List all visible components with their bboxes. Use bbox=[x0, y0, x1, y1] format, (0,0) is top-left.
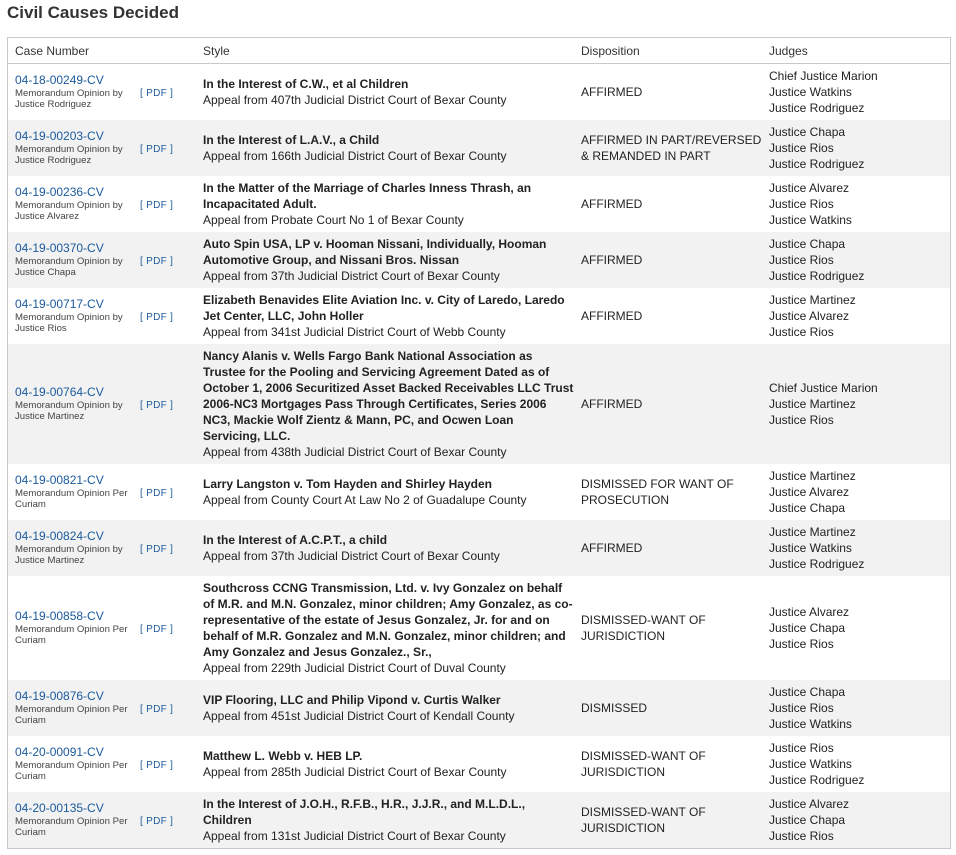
case-appeal-from: Appeal from 229th Judicial District Court of Duval County bbox=[203, 660, 506, 675]
judge-name: Justice Chapa bbox=[769, 500, 846, 515]
judge-name: Justice Rios bbox=[769, 740, 834, 755]
disposition: AFFIRMED bbox=[574, 344, 762, 464]
case-number-link[interactable]: 04-19-00203-CV bbox=[15, 129, 104, 143]
judge-name: Justice Alvarez bbox=[769, 308, 850, 323]
judge-name: Justice Martinez bbox=[769, 396, 856, 411]
disposition: AFFIRMED bbox=[574, 176, 762, 232]
opinion-author: Memorandum Opinion by Justice Martinez bbox=[15, 544, 123, 566]
judges-cell bbox=[762, 520, 950, 576]
judges-cell bbox=[762, 64, 950, 120]
column-header-pdf bbox=[140, 38, 196, 64]
judge-name: Justice Chapa bbox=[769, 684, 846, 699]
opinion-author: Memorandum Opinion Per Curiam bbox=[15, 704, 128, 726]
table-row bbox=[8, 64, 950, 120]
case-style-title: In the Matter of the Marriage of Charles Inness Thrash, an Incapacitated Adult. bbox=[203, 180, 532, 211]
table-row bbox=[8, 736, 950, 792]
judge-name: Justice Chapa bbox=[769, 620, 846, 635]
case-cell bbox=[8, 576, 140, 680]
pdf-cell bbox=[140, 576, 196, 680]
style-cell bbox=[196, 680, 574, 736]
judge-name: Justice Watkins bbox=[769, 756, 852, 771]
style-cell bbox=[196, 176, 574, 232]
table-row bbox=[8, 288, 950, 344]
judge-name: Justice Alvarez bbox=[769, 796, 850, 811]
table-row bbox=[8, 520, 950, 576]
judges-cell bbox=[762, 736, 950, 792]
case-appeal-from: Appeal from 285th Judicial District Court of Bexar County bbox=[203, 764, 507, 779]
judge-name: Justice Rios bbox=[769, 196, 834, 211]
case-appeal-from: Appeal from 438th Judicial District Court of Bexar County bbox=[203, 444, 507, 459]
judge-name: Justice Rodriguez bbox=[769, 268, 865, 283]
pdf-cell bbox=[140, 120, 196, 176]
case-appeal-from: Appeal from Probate Court No 1 of Bexar County bbox=[203, 212, 464, 227]
page-title: Civil Causes Decided bbox=[7, 3, 179, 22]
opinion-author: Memorandum Opinion Per Curiam bbox=[15, 488, 128, 510]
judge-name: Justice Rodriguez bbox=[769, 556, 865, 571]
case-cell bbox=[8, 520, 140, 576]
judge-name: Justice Watkins bbox=[769, 540, 852, 555]
pdf-cell bbox=[140, 680, 196, 736]
judges-cell bbox=[762, 680, 950, 736]
case-style-title: Nancy Alanis v. Wells Fargo Bank National Association as Trustee for the Pooling and Servicing Agreement Dated as of October 1, 2006 Securitized Asset Backed Receivables LLC Trust 2006-NC3 Mortgages Pass Through Certificates, Series 2006 NC3, Mackie Wolf Zientz & Mann, PC, and Ocwen Loan Servicing, LLC. bbox=[203, 348, 574, 443]
judge-name: Justice Rios bbox=[769, 252, 834, 267]
pdf-link[interactable]: [ PDF ] bbox=[140, 143, 174, 155]
opinion-author: Memorandum Opinion by Justice Rodriguez bbox=[15, 144, 123, 166]
pdf-cell bbox=[140, 176, 196, 232]
judge-name: Justice Chapa bbox=[769, 236, 846, 251]
judge-name: Justice Rios bbox=[769, 324, 834, 339]
pdf-cell bbox=[140, 288, 196, 344]
judge-name: Justice Rios bbox=[769, 140, 834, 155]
judges-cell bbox=[762, 176, 950, 232]
disposition: AFFIRMED bbox=[574, 288, 762, 344]
judge-name: Justice Chapa bbox=[769, 124, 846, 139]
judge-name: Justice Chapa bbox=[769, 812, 846, 827]
opinion-author: Memorandum Opinion by Justice Alvarez bbox=[15, 200, 123, 222]
case-appeal-from: Appeal from 37th Judicial District Court of Bexar County bbox=[203, 268, 500, 283]
disposition: AFFIRMED bbox=[574, 520, 762, 576]
case-appeal-from: Appeal from 166th Judicial District Court of Bexar County bbox=[203, 148, 507, 163]
case-style-title: Southcross CCNG Transmission, Ltd. v. Ivy Gonzalez on behalf of M.R. and M.N. Gonzalez, minor children; Amy Gonzalez, as co-representative of the estate of Jesus Gonzalez, Jr. for and on behalf of M.R. Gonzalez and M.N. Gonzalez, minor children; and Amy Gonzalez and Jesus Gonzalez., Sr., bbox=[203, 580, 573, 659]
style-cell bbox=[196, 792, 574, 848]
case-cell bbox=[8, 176, 140, 232]
table-row bbox=[8, 232, 950, 288]
table-row bbox=[8, 120, 950, 176]
judge-name: Justice Rios bbox=[769, 700, 834, 715]
case-cell bbox=[8, 736, 140, 792]
pdf-link[interactable]: [ PDF ] bbox=[140, 399, 174, 411]
column-header-style: Style bbox=[196, 38, 574, 64]
case-number-link[interactable]: 04-19-00764-CV bbox=[15, 385, 104, 399]
judge-name: Justice Alvarez bbox=[769, 604, 850, 619]
case-style-title: In the Interest of A.C.P.T., a child bbox=[203, 532, 388, 547]
column-header-disposition: Disposition bbox=[574, 38, 762, 64]
table-header-row bbox=[8, 38, 950, 64]
column-header-case-number: Case Number bbox=[8, 38, 140, 64]
judge-name: Justice Rios bbox=[769, 636, 834, 651]
pdf-link[interactable]: [ PDF ] bbox=[140, 199, 174, 211]
pdf-link[interactable]: [ PDF ] bbox=[140, 487, 174, 499]
civil-causes-table bbox=[7, 37, 951, 849]
pdf-cell bbox=[140, 464, 196, 520]
judges-cell bbox=[762, 232, 950, 288]
pdf-link[interactable]: [ PDF ] bbox=[140, 543, 174, 555]
pdf-cell bbox=[140, 792, 196, 848]
disposition: AFFIRMED bbox=[574, 64, 762, 120]
style-cell bbox=[196, 64, 574, 120]
judge-name: Justice Alvarez bbox=[769, 484, 850, 499]
style-cell bbox=[196, 120, 574, 176]
style-cell bbox=[196, 576, 574, 680]
style-cell bbox=[196, 464, 574, 520]
opinion-author: Memorandum Opinion by Justice Rodriguez bbox=[15, 88, 123, 111]
case-cell bbox=[8, 64, 140, 120]
case-number-link[interactable]: 04-19-00858-CV bbox=[15, 609, 104, 623]
disposition: DISMISSED-WANT OF JURISDICTION bbox=[574, 736, 762, 792]
case-appeal-from: Appeal from 451st Judicial District Court of Kendall County bbox=[203, 708, 515, 723]
pdf-cell bbox=[140, 232, 196, 288]
judges-cell bbox=[762, 792, 950, 848]
case-number-link[interactable]: 04-19-00717-CV bbox=[15, 297, 104, 311]
judge-name: Justice Watkins bbox=[769, 84, 852, 99]
judges-cell bbox=[762, 344, 950, 464]
disposition: DISMISSED-WANT OF JURISDICTION bbox=[574, 576, 762, 680]
disposition: DISMISSED-WANT OF JURISDICTION bbox=[574, 792, 762, 848]
case-cell bbox=[8, 232, 140, 288]
judge-name: Chief Justice Marion bbox=[769, 68, 878, 83]
table-row bbox=[8, 792, 950, 848]
case-number-link[interactable]: 04-19-00821-CV bbox=[15, 473, 104, 487]
style-cell bbox=[196, 344, 574, 464]
style-cell bbox=[196, 232, 574, 288]
case-cell bbox=[8, 344, 140, 464]
opinion-author: Memorandum Opinion Per Curiam bbox=[15, 816, 128, 838]
case-appeal-from: Appeal from 407th Judicial District Court of Bexar County bbox=[203, 92, 507, 107]
table-row bbox=[8, 576, 950, 680]
case-number-link[interactable]: 04-19-00876-CV bbox=[15, 689, 104, 703]
judge-name: Justice Alvarez bbox=[769, 180, 850, 195]
pdf-cell bbox=[140, 344, 196, 464]
table-row bbox=[8, 464, 950, 520]
opinion-author: Memorandum Opinion Per Curiam bbox=[15, 760, 128, 782]
pdf-cell bbox=[140, 64, 196, 120]
case-number-link[interactable]: 04-20-00091-CV bbox=[15, 745, 104, 759]
pdf-cell bbox=[140, 736, 196, 792]
table-row bbox=[8, 680, 950, 736]
case-style-title: Matthew L. Webb v. HEB LP. bbox=[203, 748, 363, 763]
judge-name: Chief Justice Marion bbox=[769, 380, 878, 395]
judge-name: Justice Martinez bbox=[769, 468, 856, 483]
case-number-link[interactable]: 04-20-00135-CV bbox=[15, 801, 104, 815]
table-row bbox=[8, 344, 950, 464]
pdf-link[interactable]: [ PDF ] bbox=[140, 87, 174, 99]
case-style-title: In the Interest of J.O.H., R.F.B., H.R., J.J.R., and M.L.D.L., Children bbox=[203, 796, 526, 827]
pdf-link[interactable]: [ PDF ] bbox=[140, 255, 174, 267]
case-style-title: In the Interest of C.W., et al Children bbox=[203, 76, 409, 91]
disposition: AFFIRMED bbox=[574, 232, 762, 288]
case-cell bbox=[8, 288, 140, 344]
judges-cell bbox=[762, 288, 950, 344]
case-style-title: In the Interest of L.A.V., a Child bbox=[203, 132, 380, 147]
case-appeal-from: Appeal from County Court At Law No 2 of Guadalupe County bbox=[203, 492, 527, 507]
case-style-title: Larry Langston v. Tom Hayden and Shirley Hayden bbox=[203, 476, 492, 491]
case-cell bbox=[8, 792, 140, 848]
style-cell bbox=[196, 736, 574, 792]
disposition: DISMISSED bbox=[574, 680, 762, 736]
disposition: DISMISSED FOR WANT OF PROSECUTION bbox=[574, 464, 762, 520]
column-header-judges: Judges bbox=[762, 38, 950, 64]
table-row bbox=[8, 176, 950, 232]
pdf-link[interactable]: [ PDF ] bbox=[140, 759, 174, 771]
judges-cell bbox=[762, 120, 950, 176]
disposition: AFFIRMED IN PART/REVERSED & REMANDED IN PART bbox=[574, 120, 762, 176]
case-style-title: Elizabeth Benavides Elite Aviation Inc. v. City of Laredo, Laredo Jet Center, LLC, John Holler bbox=[203, 292, 565, 323]
judge-name: Justice Rodriguez bbox=[769, 772, 865, 787]
case-number-link[interactable]: 04-19-00236-CV bbox=[15, 185, 104, 199]
style-cell bbox=[196, 520, 574, 576]
opinion-author: Memorandum Opinion by Justice Martinez bbox=[15, 400, 123, 422]
case-cell bbox=[8, 464, 140, 520]
case-cell bbox=[8, 680, 140, 736]
case-cell bbox=[8, 120, 140, 176]
case-appeal-from: Appeal from 341st Judicial District Court of Webb County bbox=[203, 324, 506, 339]
judge-name: Justice Rios bbox=[769, 412, 834, 427]
case-appeal-from: Appeal from 131st Judicial District Court of Bexar County bbox=[203, 828, 506, 843]
case-number-link[interactable]: 04-19-00824-CV bbox=[15, 529, 104, 543]
judge-name: Justice Rodriguez bbox=[769, 156, 865, 171]
opinion-author: Memorandum Opinion Per Curiam bbox=[15, 624, 128, 646]
pdf-link[interactable]: [ PDF ] bbox=[140, 311, 174, 323]
opinion-author: Memorandum Opinion by Justice Rios bbox=[15, 312, 123, 334]
judge-name: Justice Martinez bbox=[769, 292, 856, 307]
judges-cell bbox=[762, 576, 950, 680]
pdf-link[interactable]: [ PDF ] bbox=[140, 703, 174, 715]
opinion-author: Memorandum Opinion by Justice Chapa bbox=[15, 256, 123, 278]
judge-name: Justice Watkins bbox=[769, 212, 852, 227]
judge-name: Justice Martinez bbox=[769, 524, 856, 539]
pdf-cell bbox=[140, 520, 196, 576]
judge-name: Justice Rodriguez bbox=[769, 100, 865, 115]
case-style-title: Auto Spin USA, LP v. Hooman Nissani, Individually, Hooman Automotive Group, and Nissani Bros. Nissan bbox=[203, 236, 547, 267]
style-cell bbox=[196, 288, 574, 344]
judge-name: Justice Watkins bbox=[769, 716, 852, 731]
case-style-title: VIP Flooring, LLC and Philip Vipond v. Curtis Walker bbox=[203, 692, 501, 707]
judges-cell bbox=[762, 464, 950, 520]
case-number-link[interactable]: 04-18-00249-CV bbox=[15, 73, 104, 88]
pdf-link[interactable]: [ PDF ] bbox=[140, 815, 174, 827]
case-appeal-from: Appeal from 37th Judicial District Court of Bexar County bbox=[203, 548, 500, 563]
judge-name: Justice Rios bbox=[769, 828, 834, 843]
pdf-link[interactable]: [ PDF ] bbox=[140, 623, 174, 635]
case-number-link[interactable]: 04-19-00370-CV bbox=[15, 241, 104, 255]
